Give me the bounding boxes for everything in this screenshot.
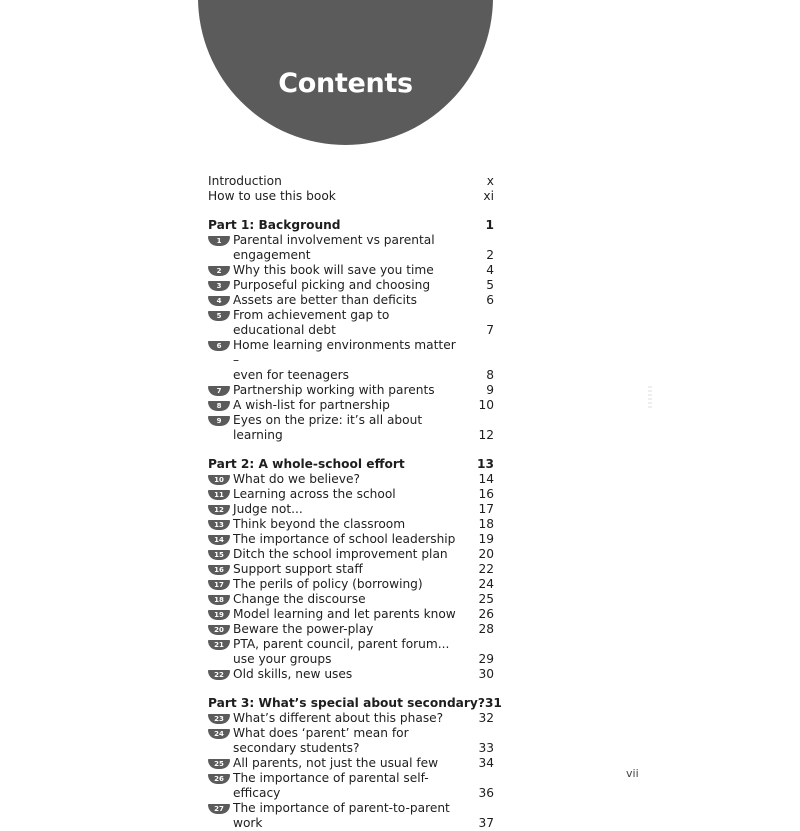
chapter-title bbox=[233, 562, 464, 577]
chapter-title-line: even for teenagers bbox=[233, 368, 350, 382]
part-heading[interactable] bbox=[208, 457, 494, 472]
chapter-entry[interactable] bbox=[208, 547, 494, 562]
chapter-title bbox=[233, 607, 464, 622]
chapter-number-badge: 23 bbox=[208, 714, 230, 724]
chapter-entry[interactable] bbox=[208, 756, 494, 771]
chapter-title bbox=[233, 413, 464, 443]
chapter-number-badge: 5 bbox=[208, 311, 230, 321]
chapter-title-line: What do we believe? bbox=[233, 472, 360, 486]
toc-page-number: 37 bbox=[478, 816, 494, 830]
chapter-title bbox=[233, 667, 464, 682]
chapter-title bbox=[233, 547, 464, 562]
chapter-title-line: Assets are better than deficits bbox=[233, 293, 417, 307]
chapter-entry[interactable] bbox=[208, 413, 494, 443]
chapter-title bbox=[233, 293, 464, 308]
chapter-entry[interactable] bbox=[208, 532, 494, 547]
chapter-entry[interactable] bbox=[208, 607, 494, 622]
chapter-title-line: Think beyond the classroom bbox=[233, 517, 406, 531]
chapter-title-line: Model learning and let parents know bbox=[233, 607, 456, 621]
toc-page-number: 12 bbox=[478, 428, 494, 442]
chapter-title-line: From achievement gap to educational debt bbox=[233, 308, 390, 337]
chapter-title-line: Beware the power-play bbox=[233, 622, 374, 636]
chapter-title bbox=[233, 263, 464, 278]
chapter-number-badge: 21 bbox=[208, 640, 230, 650]
chapter-entry[interactable] bbox=[208, 667, 494, 682]
toc-page-number: 4 bbox=[486, 263, 494, 277]
chapter-entry[interactable] bbox=[208, 771, 494, 801]
chapter-title-line: What’s different about this phase? bbox=[233, 711, 444, 725]
toc-page-number: 14 bbox=[478, 472, 494, 486]
chapter-entry[interactable] bbox=[208, 263, 494, 278]
chapter-number-badge: 3 bbox=[208, 281, 230, 291]
chapter-entry[interactable] bbox=[208, 502, 494, 517]
toc-page-number: 13 bbox=[477, 457, 494, 471]
chapter-title-line: What does ‘parent’ mean for bbox=[233, 726, 409, 740]
parts-list bbox=[208, 218, 502, 831]
toc-page-number: 17 bbox=[478, 502, 494, 516]
toc-page-number: 24 bbox=[478, 577, 494, 591]
chapter-number-badge: 19 bbox=[208, 610, 230, 620]
chapter-title-line: The importance of school leadership bbox=[233, 532, 456, 546]
toc-page-number: 20 bbox=[478, 547, 494, 561]
chapter-number-badge: 8 bbox=[208, 401, 230, 411]
chapter-title bbox=[233, 756, 464, 771]
part-heading[interactable] bbox=[208, 218, 494, 233]
toc-page-number: 28 bbox=[478, 622, 494, 636]
chapter-entry[interactable] bbox=[208, 801, 494, 831]
toc-page-number: 1 bbox=[485, 218, 494, 232]
chapter-entry[interactable] bbox=[208, 278, 494, 293]
chapter-entry[interactable] bbox=[208, 233, 494, 263]
toc-page-number: 33 bbox=[478, 741, 494, 755]
chapter-number-badge: 7 bbox=[208, 386, 230, 396]
chapter-entry[interactable] bbox=[208, 622, 494, 637]
chapter-title bbox=[233, 771, 464, 801]
chapter-title bbox=[233, 472, 464, 487]
chapter-entry[interactable] bbox=[208, 338, 494, 383]
chapter-title bbox=[233, 502, 464, 517]
chapter-entry[interactable] bbox=[208, 383, 494, 398]
chapter-title-line: The importance of parent-to-parent work bbox=[233, 801, 450, 830]
chapter-title-line: Old skills, new uses bbox=[233, 667, 353, 681]
toc-page-number: 7 bbox=[486, 323, 494, 337]
chapter-number-badge: 20 bbox=[208, 625, 230, 635]
chapter-title bbox=[233, 592, 464, 607]
chapter-number-badge: 9 bbox=[208, 416, 230, 426]
chapter-title-line: Change the discourse bbox=[233, 592, 366, 606]
toc-page-number: 34 bbox=[478, 756, 494, 770]
chapter-title-line: The perils of policy (borrowing) bbox=[233, 577, 423, 591]
toc-page-number: 31 bbox=[484, 696, 502, 710]
chapter-entry[interactable] bbox=[208, 711, 494, 726]
chapter-number-badge: 26 bbox=[208, 774, 230, 784]
chapter-title-line: Support support staff bbox=[233, 562, 363, 576]
toc-page-number: 26 bbox=[478, 607, 494, 621]
part-title: Part 1: Background bbox=[208, 218, 341, 232]
chapter-entry[interactable] bbox=[208, 472, 494, 487]
chapter-title bbox=[233, 577, 464, 592]
part-heading[interactable] bbox=[208, 696, 502, 711]
watermark-mark bbox=[648, 386, 652, 408]
chapter-number-badge: 4 bbox=[208, 296, 230, 306]
toc-page-number: 25 bbox=[478, 592, 494, 606]
toc-page-number: x bbox=[486, 174, 494, 188]
toc-label: How to use this book bbox=[208, 189, 336, 203]
table-of-contents bbox=[208, 174, 502, 831]
part-title: Part 3: What’s special about secondary? bbox=[208, 696, 485, 710]
toc-page-number: 6 bbox=[486, 293, 494, 307]
chapter-title bbox=[233, 801, 464, 831]
chapter-title bbox=[233, 622, 464, 637]
chapter-title bbox=[233, 637, 464, 667]
chapter-title bbox=[233, 398, 464, 413]
chapter-title bbox=[233, 233, 464, 263]
chapter-title-line: Ditch the school improvement plan bbox=[233, 547, 448, 561]
chapter-title bbox=[233, 726, 464, 756]
chapter-title bbox=[233, 308, 464, 338]
chapter-title bbox=[233, 487, 464, 502]
chapter-title-line: Judge not... bbox=[233, 502, 303, 516]
chapter-title bbox=[233, 383, 464, 398]
chapter-title bbox=[233, 517, 464, 532]
chapter-entry[interactable] bbox=[208, 308, 494, 338]
chapter-number-badge: 10 bbox=[208, 475, 230, 485]
chapter-entry[interactable] bbox=[208, 726, 494, 756]
toc-page-number: xi bbox=[483, 189, 494, 203]
chapter-title-line: Eyes on the prize: it’s all about learning bbox=[233, 413, 423, 442]
chapter-number-badge: 15 bbox=[208, 550, 230, 560]
toc-entry-introduction[interactable] bbox=[208, 174, 494, 189]
chapter-entry[interactable] bbox=[208, 487, 494, 502]
toc-entry-how-to-use[interactable] bbox=[208, 189, 494, 204]
toc-page-number: 9 bbox=[486, 383, 494, 397]
chapter-title-line: Why this book will save you time bbox=[233, 263, 434, 277]
chapter-number-badge: 12 bbox=[208, 505, 230, 515]
chapter-number-badge: 22 bbox=[208, 670, 230, 680]
chapter-entry[interactable] bbox=[208, 562, 494, 577]
chapter-entry[interactable] bbox=[208, 293, 494, 308]
chapter-entry[interactable] bbox=[208, 637, 494, 667]
chapter-title-line: use your groups bbox=[233, 652, 332, 666]
chapter-title-line: Parental involvement vs parental engagement bbox=[233, 233, 435, 262]
chapter-title-line: secondary students? bbox=[233, 741, 360, 755]
chapter-entry[interactable] bbox=[208, 398, 494, 413]
chapter-title-line: Purposeful picking and choosing bbox=[233, 278, 431, 292]
chapter-number-badge: 14 bbox=[208, 535, 230, 545]
chapter-title bbox=[233, 338, 464, 383]
chapter-title-line: Learning across the school bbox=[233, 487, 396, 501]
chapter-title bbox=[233, 532, 464, 547]
toc-label: Introduction bbox=[208, 174, 282, 188]
chapter-number-badge: 16 bbox=[208, 565, 230, 575]
page-title: Contents bbox=[278, 68, 413, 99]
toc-page-number: 30 bbox=[478, 667, 494, 681]
chapter-number-badge: 17 bbox=[208, 580, 230, 590]
chapter-number-badge: 18 bbox=[208, 595, 230, 605]
toc-page-number: 8 bbox=[486, 368, 494, 382]
chapter-number-badge: 13 bbox=[208, 520, 230, 530]
toc-page-number: 19 bbox=[478, 532, 494, 546]
chapter-entry[interactable] bbox=[208, 517, 494, 532]
chapter-number-badge: 25 bbox=[208, 759, 230, 769]
chapter-number-badge: 6 bbox=[208, 341, 230, 351]
toc-page-number: 16 bbox=[478, 487, 494, 501]
chapter-title-line: All parents, not just the usual few bbox=[233, 756, 439, 770]
toc-page-number: 22 bbox=[478, 562, 494, 576]
toc-page-number: 10 bbox=[478, 398, 494, 412]
chapter-title-line: Partnership working with parents bbox=[233, 383, 435, 397]
chapter-number-badge: 2 bbox=[208, 266, 230, 276]
chapter-title-line: PTA, parent council, parent forum... bbox=[233, 637, 450, 651]
chapter-title-line: A wish-list for partnership bbox=[233, 398, 390, 412]
toc-page-number: 32 bbox=[478, 711, 494, 725]
chapter-title bbox=[233, 711, 464, 726]
page-folio: vii bbox=[626, 767, 639, 780]
chapter-entry[interactable] bbox=[208, 577, 494, 592]
toc-page-number: 18 bbox=[478, 517, 494, 531]
chapter-number-badge: 11 bbox=[208, 490, 230, 500]
chapter-entry[interactable] bbox=[208, 592, 494, 607]
part-title: Part 2: A whole-school effort bbox=[208, 457, 405, 471]
toc-page-number: 2 bbox=[486, 248, 494, 262]
chapter-title bbox=[233, 278, 464, 293]
toc-page-number: 5 bbox=[486, 278, 494, 292]
chapter-number-badge: 24 bbox=[208, 729, 230, 739]
toc-page-number: 36 bbox=[478, 786, 494, 800]
chapter-title-line: The importance of parental self-efficacy bbox=[233, 771, 429, 800]
chapter-number-badge: 27 bbox=[208, 804, 230, 814]
chapter-title-line: Home learning environments matter – bbox=[233, 338, 456, 367]
toc-page-number: 29 bbox=[478, 652, 494, 666]
chapter-number-badge: 1 bbox=[208, 236, 230, 246]
